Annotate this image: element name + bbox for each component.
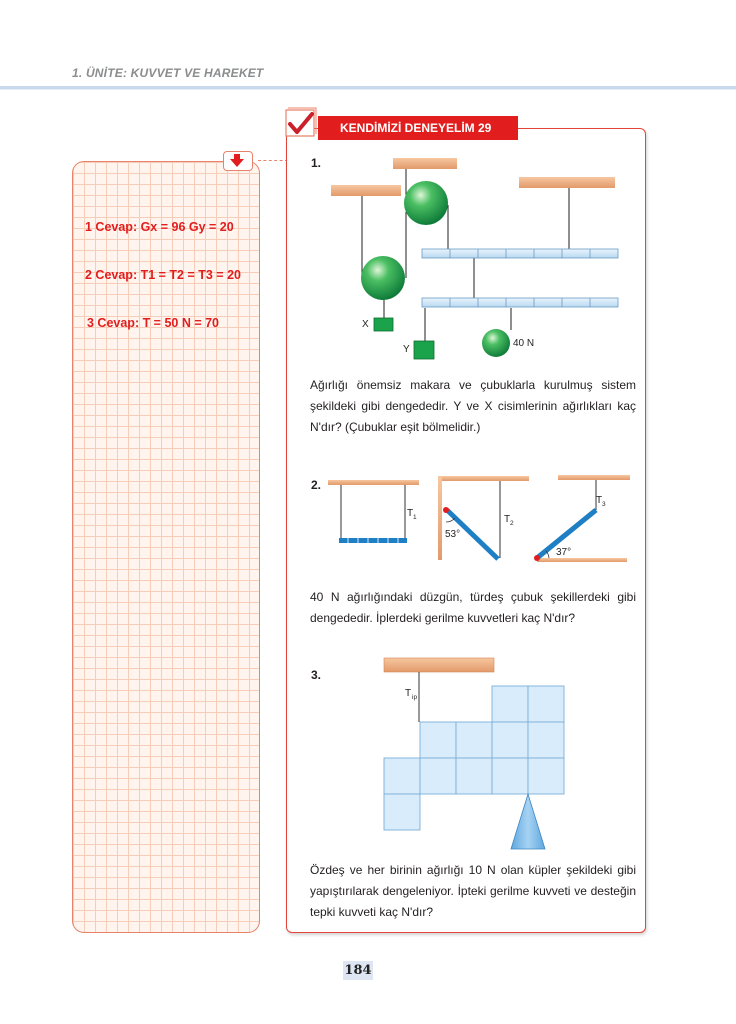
label-y: Y <box>403 344 410 355</box>
svg-text:1: 1 <box>413 514 417 521</box>
section-title: KENDİMİZİ DENEYELİM 29 <box>318 116 518 140</box>
ceiling-right <box>519 177 615 188</box>
header-divider-light <box>0 89 736 90</box>
rod-a <box>339 538 407 543</box>
question-3-number: 3. <box>311 668 322 682</box>
label-t3: T <box>596 495 603 506</box>
svg-text:2: 2 <box>510 520 514 527</box>
answer-3: 3 Cevap: T = 50 N = 70 <box>87 316 220 330</box>
rod-upper <box>422 249 618 258</box>
label-53: 53° <box>445 529 461 540</box>
support-wedge <box>511 794 545 849</box>
label-37: 37° <box>556 547 572 558</box>
label-tip: T <box>405 688 412 699</box>
dashed-connector <box>258 160 288 161</box>
arrow-down-icon <box>224 152 251 169</box>
ceiling-left <box>331 185 401 196</box>
question-2-figure <box>286 470 646 580</box>
svg-text:ip: ip <box>412 694 418 701</box>
ceiling-middle <box>393 158 457 169</box>
rod-lower <box>422 298 618 307</box>
cube-stack <box>384 686 564 830</box>
notes-panel <box>72 161 260 933</box>
ceiling-q3 <box>384 658 494 672</box>
question-1-text: Ağırlığı önemsiz makara ve çubuklarla kurulmuş sistem şekildeki gibi dengededir. Y ve X cisimlerinin ağırlıkları kaç N'dır? (Çubuklar eşit bölmelidir.) <box>310 378 636 434</box>
question-2-number: 2. <box>311 478 322 492</box>
answer-2: 2 Cevap: T1 = T2 = T3 = 20 <box>85 268 241 282</box>
svg-text:3: 3 <box>602 501 606 508</box>
question-3-text: Özdeş ve her birinin ağırlığı 10 N olan küpler şekildeki gibi yapıştırılarak dengeleniyor. İpteki gerilme kuvveti ve desteğin tepki kuvveti kaç N'dır? <box>310 863 636 919</box>
label-40n: 40 N <box>513 338 535 349</box>
question-1-figure <box>286 150 646 365</box>
pulley-lower <box>361 256 405 300</box>
weight-x <box>374 318 393 331</box>
weight-y <box>414 341 434 359</box>
question-1-number: 1. <box>311 156 322 170</box>
checkmark-icon <box>284 106 318 140</box>
answer-1: 1 Cevap: Gx = 96 Gy = 20 <box>85 220 234 234</box>
question-2-text: 40 N ağırlığındaki düzgün, türdeş çubuk şekillerdeki gibi dengededir. İplerdeki gerilme kuvvetleri kaç N'dır? <box>310 590 636 625</box>
label-x: X <box>362 319 369 330</box>
weight-40n <box>482 329 510 357</box>
collapse-toggle[interactable] <box>223 151 253 171</box>
label-t1: T <box>407 508 414 519</box>
pulley-upper <box>404 181 448 225</box>
label-t2: T <box>504 514 511 525</box>
question-3-figure <box>286 650 646 850</box>
unit-title: 1. ÜNİTE: KUVVET VE HAREKET <box>72 66 264 80</box>
page-number: 184 <box>344 963 372 978</box>
